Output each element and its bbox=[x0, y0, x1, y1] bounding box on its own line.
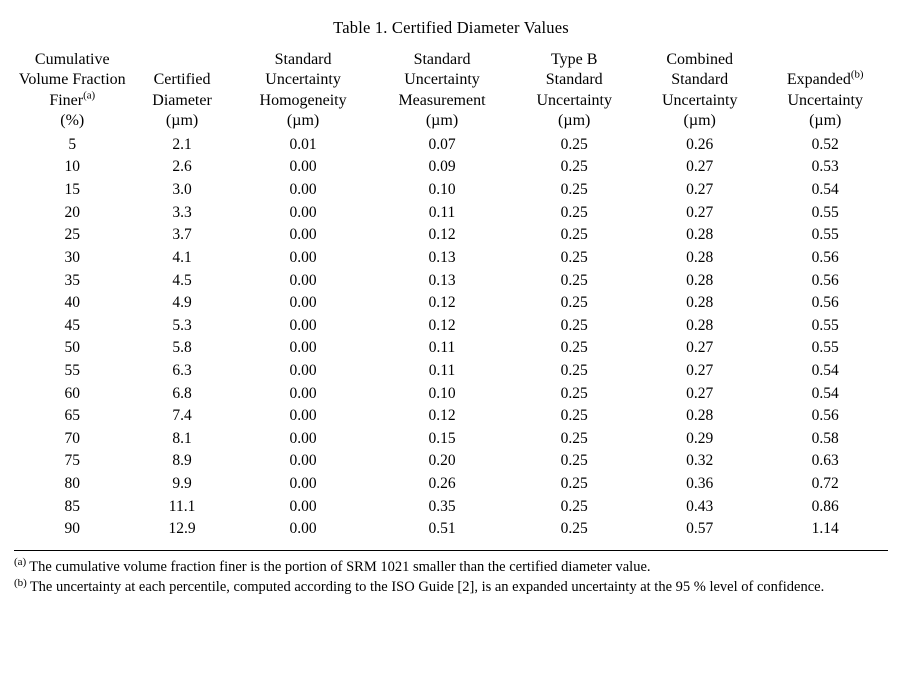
cell-volume-fraction: 10 bbox=[64, 158, 80, 176]
cell-u-homogeneity: 0.00 bbox=[289, 361, 317, 379]
column-header-cumulative-volume-fraction-finer bbox=[14, 50, 131, 134]
cell-expanded: 0.72 bbox=[811, 475, 839, 493]
cell-u-measurement: 0.12 bbox=[428, 407, 456, 425]
cell-certified-diameter: 3.3 bbox=[172, 203, 192, 221]
cell-volume-fraction: 50 bbox=[64, 339, 80, 357]
header-line: Uncertainty bbox=[265, 71, 341, 89]
cell-combined: 0.26 bbox=[686, 135, 714, 153]
cell-type-b: 0.25 bbox=[560, 181, 588, 199]
cell-u-homogeneity: 0.00 bbox=[289, 203, 317, 221]
table-row bbox=[14, 315, 888, 338]
table-row bbox=[14, 428, 888, 451]
cell-expanded: 0.56 bbox=[811, 271, 839, 289]
cell-type-b: 0.25 bbox=[560, 271, 588, 289]
footnote-b-text: The uncertainty at each percentile, computed according to the ISO Guide [2], is an expanded uncertainty at the 95 % level of confidence. bbox=[29, 579, 825, 596]
header-line: (%) bbox=[60, 112, 85, 130]
column-header-expanded-uncertainty bbox=[762, 50, 888, 134]
table-row bbox=[14, 450, 888, 473]
cell-combined: 0.28 bbox=[686, 294, 714, 312]
header-line: Type B bbox=[551, 51, 598, 68]
cell-u-homogeneity: 0.00 bbox=[289, 226, 317, 244]
header-line: Uncertainty bbox=[404, 71, 480, 89]
table-row bbox=[14, 383, 888, 406]
cell-expanded: 0.55 bbox=[811, 226, 839, 244]
cell-u-homogeneity: 0.00 bbox=[289, 407, 317, 425]
cell-type-b: 0.25 bbox=[560, 294, 588, 312]
cell-volume-fraction: 75 bbox=[64, 452, 80, 470]
cell-volume-fraction: 15 bbox=[64, 181, 80, 199]
cell-expanded: 0.54 bbox=[811, 361, 839, 379]
cell-type-b: 0.25 bbox=[560, 497, 588, 515]
cell-certified-diameter: 7.4 bbox=[172, 407, 192, 425]
cell-u-homogeneity: 0.00 bbox=[289, 429, 317, 447]
cell-expanded: 0.55 bbox=[811, 316, 839, 334]
cell-type-b: 0.25 bbox=[560, 520, 588, 538]
cell-certified-diameter: 6.8 bbox=[172, 384, 192, 402]
cell-combined: 0.29 bbox=[686, 429, 714, 447]
header-line: (µm) bbox=[286, 112, 320, 130]
table-row bbox=[14, 473, 888, 496]
cell-u-homogeneity: 0.00 bbox=[289, 158, 317, 176]
cell-combined: 0.28 bbox=[686, 271, 714, 289]
footnote-marker-a: (a) bbox=[83, 89, 96, 102]
table-row bbox=[14, 496, 888, 519]
footnote-a-text: The cumulative volume fraction finer is the portion of SRM 1021 smaller than the certified diameter value. bbox=[29, 558, 651, 575]
cell-u-measurement: 0.11 bbox=[428, 203, 456, 221]
cell-expanded: 0.53 bbox=[811, 158, 839, 176]
cell-type-b: 0.25 bbox=[560, 407, 588, 425]
cell-certified-diameter: 5.8 bbox=[172, 339, 192, 357]
cell-combined: 0.27 bbox=[686, 181, 714, 199]
header-line: (µm) bbox=[558, 112, 591, 130]
header-line: Volume Fraction bbox=[18, 71, 126, 89]
cell-volume-fraction: 65 bbox=[64, 407, 80, 425]
cell-volume-fraction: 80 bbox=[64, 475, 80, 493]
cell-type-b: 0.25 bbox=[560, 339, 588, 357]
header-line: Uncertainty bbox=[787, 91, 863, 109]
cell-volume-fraction: 85 bbox=[64, 497, 80, 515]
table-header bbox=[14, 50, 888, 134]
footnote-mark-a: (a) bbox=[14, 556, 27, 569]
column-header-type-b-standard-uncertainty bbox=[511, 50, 637, 134]
column-header-standard-uncertainty-homogeneity bbox=[234, 50, 373, 134]
cell-expanded: 0.56 bbox=[811, 248, 839, 266]
cell-certified-diameter: 3.7 bbox=[172, 226, 192, 244]
cell-u-measurement: 0.13 bbox=[428, 248, 456, 266]
document-page bbox=[0, 18, 902, 679]
cell-u-measurement: 0.51 bbox=[428, 520, 456, 538]
cell-volume-fraction: 60 bbox=[64, 384, 80, 402]
cell-volume-fraction: 40 bbox=[64, 294, 80, 312]
header-line: (µm) bbox=[809, 112, 842, 130]
cell-combined: 0.32 bbox=[686, 452, 714, 470]
cell-u-homogeneity: 0.00 bbox=[289, 384, 317, 402]
table-row bbox=[14, 292, 888, 315]
cell-type-b: 0.25 bbox=[560, 203, 588, 221]
cell-type-b: 0.25 bbox=[560, 248, 588, 266]
cell-u-homogeneity: 0.01 bbox=[289, 135, 317, 153]
footnote-mark-b: (b) bbox=[14, 576, 27, 589]
cell-u-homogeneity: 0.00 bbox=[289, 520, 317, 538]
cell-u-measurement: 0.07 bbox=[428, 135, 456, 153]
cell-volume-fraction: 20 bbox=[64, 203, 80, 221]
footnote-a bbox=[14, 557, 888, 578]
cell-volume-fraction: 90 bbox=[64, 520, 80, 538]
cell-type-b: 0.25 bbox=[560, 361, 588, 379]
header-line: Uncertainty bbox=[536, 91, 612, 109]
footnote-divider bbox=[14, 550, 888, 551]
cell-u-measurement: 0.12 bbox=[428, 226, 456, 244]
header-line: (µm) bbox=[425, 112, 459, 130]
cell-type-b: 0.25 bbox=[560, 316, 588, 334]
cell-u-measurement: 0.12 bbox=[428, 316, 456, 334]
table-row bbox=[14, 179, 888, 202]
table-title: Table 1. Certified Diameter Values bbox=[333, 18, 569, 37]
cell-type-b: 0.25 bbox=[560, 452, 588, 470]
table-header-row bbox=[14, 50, 888, 134]
column-header-combined-standard-uncertainty bbox=[637, 50, 763, 134]
cell-type-b: 0.25 bbox=[560, 135, 588, 153]
cell-u-homogeneity: 0.00 bbox=[289, 181, 317, 199]
cell-certified-diameter: 9.9 bbox=[172, 475, 192, 493]
cell-expanded: 0.63 bbox=[811, 452, 839, 470]
cell-u-measurement: 0.15 bbox=[428, 429, 456, 447]
table-row bbox=[14, 224, 888, 247]
cell-expanded: 1.14 bbox=[811, 520, 839, 538]
cell-expanded: 0.54 bbox=[811, 384, 839, 402]
cell-u-homogeneity: 0.00 bbox=[289, 294, 317, 312]
cell-certified-diameter: 2.1 bbox=[172, 135, 192, 153]
cell-combined: 0.43 bbox=[686, 497, 714, 515]
table-row bbox=[14, 134, 888, 157]
cell-type-b: 0.25 bbox=[560, 158, 588, 176]
cell-combined: 0.28 bbox=[686, 226, 714, 244]
header-line: Measurement bbox=[398, 91, 486, 109]
cell-certified-diameter: 5.3 bbox=[172, 316, 192, 334]
header-line: Standard bbox=[274, 51, 332, 68]
cell-u-homogeneity: 0.00 bbox=[289, 475, 317, 493]
header-line: Finer$^{(a)}$ bbox=[49, 89, 96, 109]
header-line: Standard bbox=[545, 71, 603, 89]
cell-type-b: 0.25 bbox=[560, 475, 588, 493]
footnotes bbox=[14, 557, 888, 598]
header-line: Uncertainty bbox=[661, 91, 738, 109]
cell-u-homogeneity: 0.00 bbox=[289, 339, 317, 357]
cell-volume-fraction: 55 bbox=[64, 361, 80, 379]
cell-u-measurement: 0.10 bbox=[428, 384, 456, 402]
cell-combined: 0.28 bbox=[686, 316, 714, 334]
footnote-b bbox=[14, 577, 888, 598]
cell-u-measurement: 0.12 bbox=[428, 294, 456, 312]
table-row bbox=[14, 270, 888, 293]
header-line: Standard bbox=[413, 51, 471, 68]
column-header-standard-uncertainty-measurement bbox=[373, 50, 512, 134]
header-line: Standard bbox=[671, 71, 729, 89]
header-line: Combined bbox=[666, 51, 734, 68]
cell-u-measurement: 0.10 bbox=[428, 181, 456, 199]
cell-combined: 0.27 bbox=[686, 339, 714, 357]
cell-u-measurement: 0.20 bbox=[428, 452, 456, 470]
table-row bbox=[14, 202, 888, 225]
header-line: Homogeneity bbox=[259, 91, 347, 109]
header-line: Diameter bbox=[152, 91, 212, 109]
cell-combined: 0.57 bbox=[686, 520, 714, 538]
cell-certified-diameter: 12.9 bbox=[168, 520, 196, 538]
cell-u-measurement: 0.13 bbox=[428, 271, 456, 289]
cell-u-measurement: 0.11 bbox=[428, 339, 456, 357]
cell-expanded: 0.55 bbox=[811, 203, 839, 221]
cell-volume-fraction: 35 bbox=[64, 271, 80, 289]
cell-certified-diameter: 4.5 bbox=[172, 271, 192, 289]
cell-certified-diameter: 2.6 bbox=[172, 158, 192, 176]
cell-u-measurement: 0.11 bbox=[428, 361, 456, 379]
cell-combined: 0.28 bbox=[686, 407, 714, 425]
cell-expanded: 0.58 bbox=[811, 429, 839, 447]
cell-expanded: 0.86 bbox=[811, 497, 839, 515]
cell-volume-fraction: 45 bbox=[64, 316, 80, 334]
cell-expanded: 0.56 bbox=[811, 407, 839, 425]
cell-certified-diameter: 4.1 bbox=[172, 248, 192, 266]
header-line: Cumulative bbox=[34, 51, 110, 68]
cell-volume-fraction: 25 bbox=[64, 226, 80, 244]
cell-expanded: 0.56 bbox=[811, 294, 839, 312]
cell-volume-fraction: 5 bbox=[68, 135, 77, 153]
cell-expanded: 0.54 bbox=[811, 181, 839, 199]
cell-type-b: 0.25 bbox=[560, 429, 588, 447]
table-row bbox=[14, 337, 888, 360]
header-line: Expanded$^{(b)}$ bbox=[786, 69, 864, 89]
cell-u-homogeneity: 0.00 bbox=[289, 248, 317, 266]
table-row bbox=[14, 156, 888, 179]
cell-u-measurement: 0.35 bbox=[428, 497, 456, 515]
cell-u-homogeneity: 0.00 bbox=[289, 497, 317, 515]
cell-combined: 0.27 bbox=[686, 158, 714, 176]
cell-certified-diameter: 8.1 bbox=[172, 429, 192, 447]
cell-expanded: 0.52 bbox=[811, 135, 839, 153]
cell-u-measurement: 0.26 bbox=[428, 475, 456, 493]
cell-volume-fraction: 30 bbox=[64, 248, 80, 266]
cell-certified-diameter: 8.9 bbox=[172, 452, 192, 470]
cell-u-homogeneity: 0.00 bbox=[289, 271, 317, 289]
cell-u-homogeneity: 0.00 bbox=[289, 452, 317, 470]
cell-combined: 0.27 bbox=[686, 361, 714, 379]
cell-certified-diameter: 3.0 bbox=[172, 181, 192, 199]
cell-combined: 0.28 bbox=[686, 248, 714, 266]
cell-certified-diameter: 11.1 bbox=[168, 497, 196, 515]
cell-certified-diameter: 6.3 bbox=[172, 361, 192, 379]
cell-u-homogeneity: 0.00 bbox=[289, 316, 317, 334]
cell-combined: 0.36 bbox=[686, 475, 714, 493]
table-body bbox=[14, 134, 888, 541]
header-line: (µm) bbox=[165, 112, 199, 130]
cell-combined: 0.27 bbox=[686, 203, 714, 221]
column-header-certified-diameter bbox=[131, 50, 234, 134]
header-line: (µm) bbox=[683, 112, 716, 130]
header-line: Certified bbox=[153, 71, 211, 89]
cell-volume-fraction: 70 bbox=[64, 429, 80, 447]
certified-diameter-table bbox=[14, 50, 888, 541]
cell-u-measurement: 0.09 bbox=[428, 158, 456, 176]
table-row bbox=[14, 247, 888, 270]
table-row bbox=[14, 405, 888, 428]
table-row bbox=[14, 360, 888, 383]
footnote-marker-b: (b) bbox=[850, 69, 864, 82]
cell-combined: 0.27 bbox=[686, 384, 714, 402]
cell-expanded: 0.55 bbox=[811, 339, 839, 357]
table-row bbox=[14, 518, 888, 541]
cell-type-b: 0.25 bbox=[560, 226, 588, 244]
cell-certified-diameter: 4.9 bbox=[172, 294, 192, 312]
cell-type-b: 0.25 bbox=[560, 384, 588, 402]
